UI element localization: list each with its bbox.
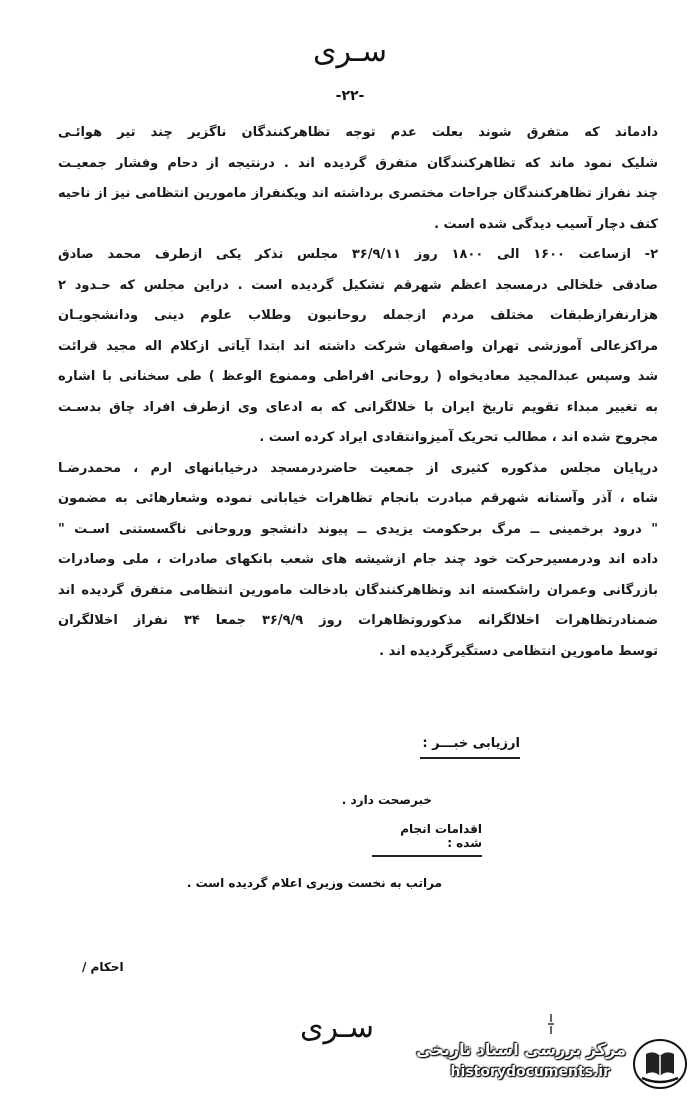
- body-line: صادقی خلخالی درمسجد اعظم شهرقم تشکیل گردیده است . دراین مجلس که حـدود ۲: [58, 277, 658, 293]
- margin-note: احکام /: [82, 960, 124, 974]
- body-line: درپایان مجلس مذکوره کثیری از جمعیت حاضردرمسجد درخیابانهای ارم ، محمدرضـا: [58, 460, 658, 476]
- body-line: ضمنادرتظاهرات اخلالگرانه مذکوروتظاهرات روز ۳۶/۹/۹ جمعا ۳۴ نفراز اخلالگران: [58, 613, 658, 628]
- evaluation-value: خبرصحت دارد .: [341, 793, 432, 807]
- watermark: [416, 1038, 692, 1090]
- body-line: شلیک نمود ماند که تظاهرکنندگان متفرق گردیده اند . درنتیجه از دحام وفشار جمعیـت: [58, 155, 658, 171]
- body-line: شد وسپس عبدالمجید معادیخواه ( روحانی افراطی وممنوع الوعظ ) طی سخنانی با اشاره: [58, 369, 658, 384]
- actions-value: مراتب به نخست وزیری اعلام گردیده است .: [186, 876, 442, 890]
- body-line: مجروح شده اند ، مطالب تحریک آمیزوانتقادی ایراد کرده است .: [259, 430, 658, 445]
- body-line: ۲- ازساعت ۱۶۰۰ الی ۱۸۰۰ روز ۳۶/۹/۱۱ مجلس تذکر یکی ازطرف محمد صادق: [58, 247, 658, 262]
- body-line: داده اند ودرمسیرحرکت خود چند جام ازشیشه های شعب بانکهای صادرات ، ملی وصادرات: [58, 552, 658, 567]
- body-line: هزارنفرازطبقات مختلف مردم ازجمله روحانیون وطلاب علوم دینی ودانشجویـان: [58, 308, 658, 323]
- watermark-title: مرکز بررسی اسناد تاریخی: [416, 1040, 626, 1059]
- secret-heading: سـرى: [313, 34, 387, 69]
- page-number: -۲۲-: [335, 88, 365, 104]
- body-line: مراکزعالی آموزشی تهران واصفهان شرکت داشته اند ابتدا آیاتی ازکلام اله مجید قرائت: [58, 338, 658, 354]
- evaluation-label: ارزیابی خبـــر :: [420, 736, 520, 759]
- watermark-url: historydocuments.ir: [450, 1064, 610, 1080]
- body-line: بازرگانی وعمران راشکسته اند وتظاهرکنندگان بادخالت مامورین انتظامی متفرق گردیده اند: [58, 582, 658, 598]
- stamp-mark-icon: [545, 1012, 557, 1036]
- book-logo-icon: [632, 1038, 688, 1090]
- body-line: چند نفراز تظاهرکنندگان جراحات مختصری برداشته اند ویکنفراز مامورین انتظامی نیز از ناحیه: [58, 186, 658, 201]
- body-line: به تغییر مبداء تقویم تاریخ ایران با خلالگرانی که به ادعای وی ازطرف افراد چاق بدسـت: [58, 399, 658, 415]
- body-line: دادماند که متفرق شوند بعلت عدم توجه تظاهرکنندگان ناگزیر چند تیر هوائـی: [58, 125, 658, 140]
- body-line: شاه ، آذر وآستانه شهرقم مبادرت بانجام تظاهرات خیابانی نموده وشعارهائی به مضمون: [58, 491, 658, 506]
- body-line: توسط مامورین انتظامی دستگیرگردیده اند .: [379, 643, 658, 659]
- body-line: " درود برخمینی ــ مرگ برحکومت یزیدی ــ پیوند دانشجو وروحانی ناگسستنی اسـت ": [58, 521, 658, 537]
- document-body: [58, 118, 658, 667]
- secret-footer: سـرى: [300, 1010, 374, 1045]
- actions-label: اقدامات انجام شده :: [372, 822, 482, 857]
- body-line: کتف دچار آسیب دیدگی شده است .: [434, 216, 658, 232]
